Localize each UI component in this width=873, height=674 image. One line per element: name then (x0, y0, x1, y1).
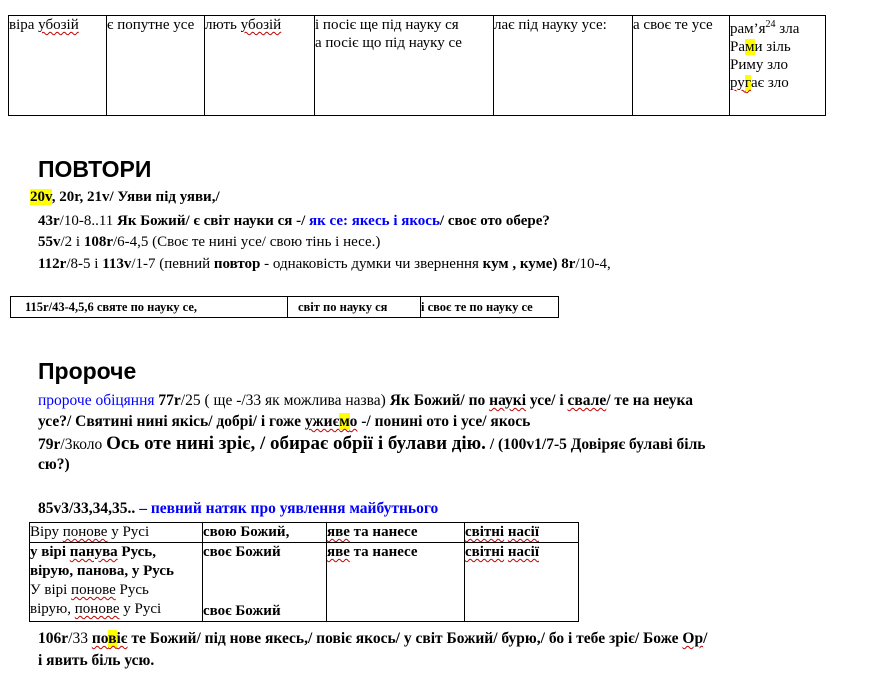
table-row (30, 523, 579, 543)
povtory-line-2: 43r/10-8..11 Як Божий/ є світ науки ся -/ як се: якесь і якось/ своє ото обере? (38, 213, 550, 229)
table-cell: лає під науку усе: (494, 16, 633, 116)
repeat-table (10, 296, 559, 318)
povtory-line-3: 55v/2 і 108r/6-4,5 (Своє те нині усе/ свою тінь і несе.) (38, 234, 381, 250)
footer-line-1: 106r/33 повіє те Божий/ під нове якесь,/ повіє якось/ у світ Божий/ бурю,/ бо і тебе зріє/ Боже Ор/ (38, 630, 708, 647)
table-cell: 115r/43-4,5,6 святе по науку се, (11, 297, 288, 318)
table-row (11, 297, 559, 318)
table-cell: лють убозій (205, 16, 315, 116)
table-cell: у вірі панува Русь, вірую, панова, у Русь У вірі понове Русь вірую, понове у Русі (30, 543, 203, 622)
table-row (9, 16, 826, 116)
table-cell: яве та нанесе (327, 543, 465, 622)
table-cell: яве та нанесе (327, 523, 465, 543)
table-cell: світні насії (465, 523, 579, 543)
vision-table (29, 522, 579, 622)
povtory-line-4: 112r/8-5 і 113v/1-7 (певний повтор - однаковість думки чи звернення кум , куме) 8r/10-4, (38, 256, 611, 272)
povtory-line-1: 20v, 20r, 21v/ Уяви під уяви,/ (30, 189, 220, 205)
table-cell: віра убозій (9, 16, 107, 116)
table-cell: світ по науку ся (288, 297, 421, 318)
section-heading-povtory: ПОВТОРИ (38, 156, 152, 182)
table-cell: світні насії (465, 543, 579, 622)
table-cell: своє Божий своє Божий (203, 543, 327, 622)
footer-line-2: і явить біль усю. (38, 652, 155, 669)
section-heading-proroche: Пророче (38, 358, 137, 384)
proroche-line-4: сю?) (38, 456, 70, 473)
table-cell: і своє те по науку се (421, 297, 559, 318)
table-cell: і посіє ще під науку ся а посіє що під науку се (315, 16, 494, 116)
table-row (30, 543, 579, 622)
table-cell: є попутне усе (107, 16, 205, 116)
table-cell: Віру понове у Русі (30, 523, 203, 543)
top-table (8, 15, 826, 116)
table-cell: а своє те усе (633, 16, 730, 116)
table-cell: свою Божий, (203, 523, 327, 543)
proroche-line-1: пророче обіцяння 77r/25 ( ще -/33 як можлива назва) Як Божий/ по наукі усе/ і свале/ те на неука (38, 392, 693, 409)
proroche-line-2: усе?/ Святині нині якісь/ добрі/ і гоже ужиємо -/ понині ото і усе/ якось (38, 413, 531, 430)
proroche-line-3: 79r/3коло Ось оте нині зріє, / обирає обрії і булави дію. / (100v1/7-5 Довіряє булаві біль (38, 433, 706, 454)
proroche-line-5: 85v3/33,34,35.. – певний натяк про уявлення майбутнього (38, 500, 439, 517)
table-cell: $рам’я^{24}$ зла Рами зіль Риму зло ругає зло (730, 16, 826, 116)
